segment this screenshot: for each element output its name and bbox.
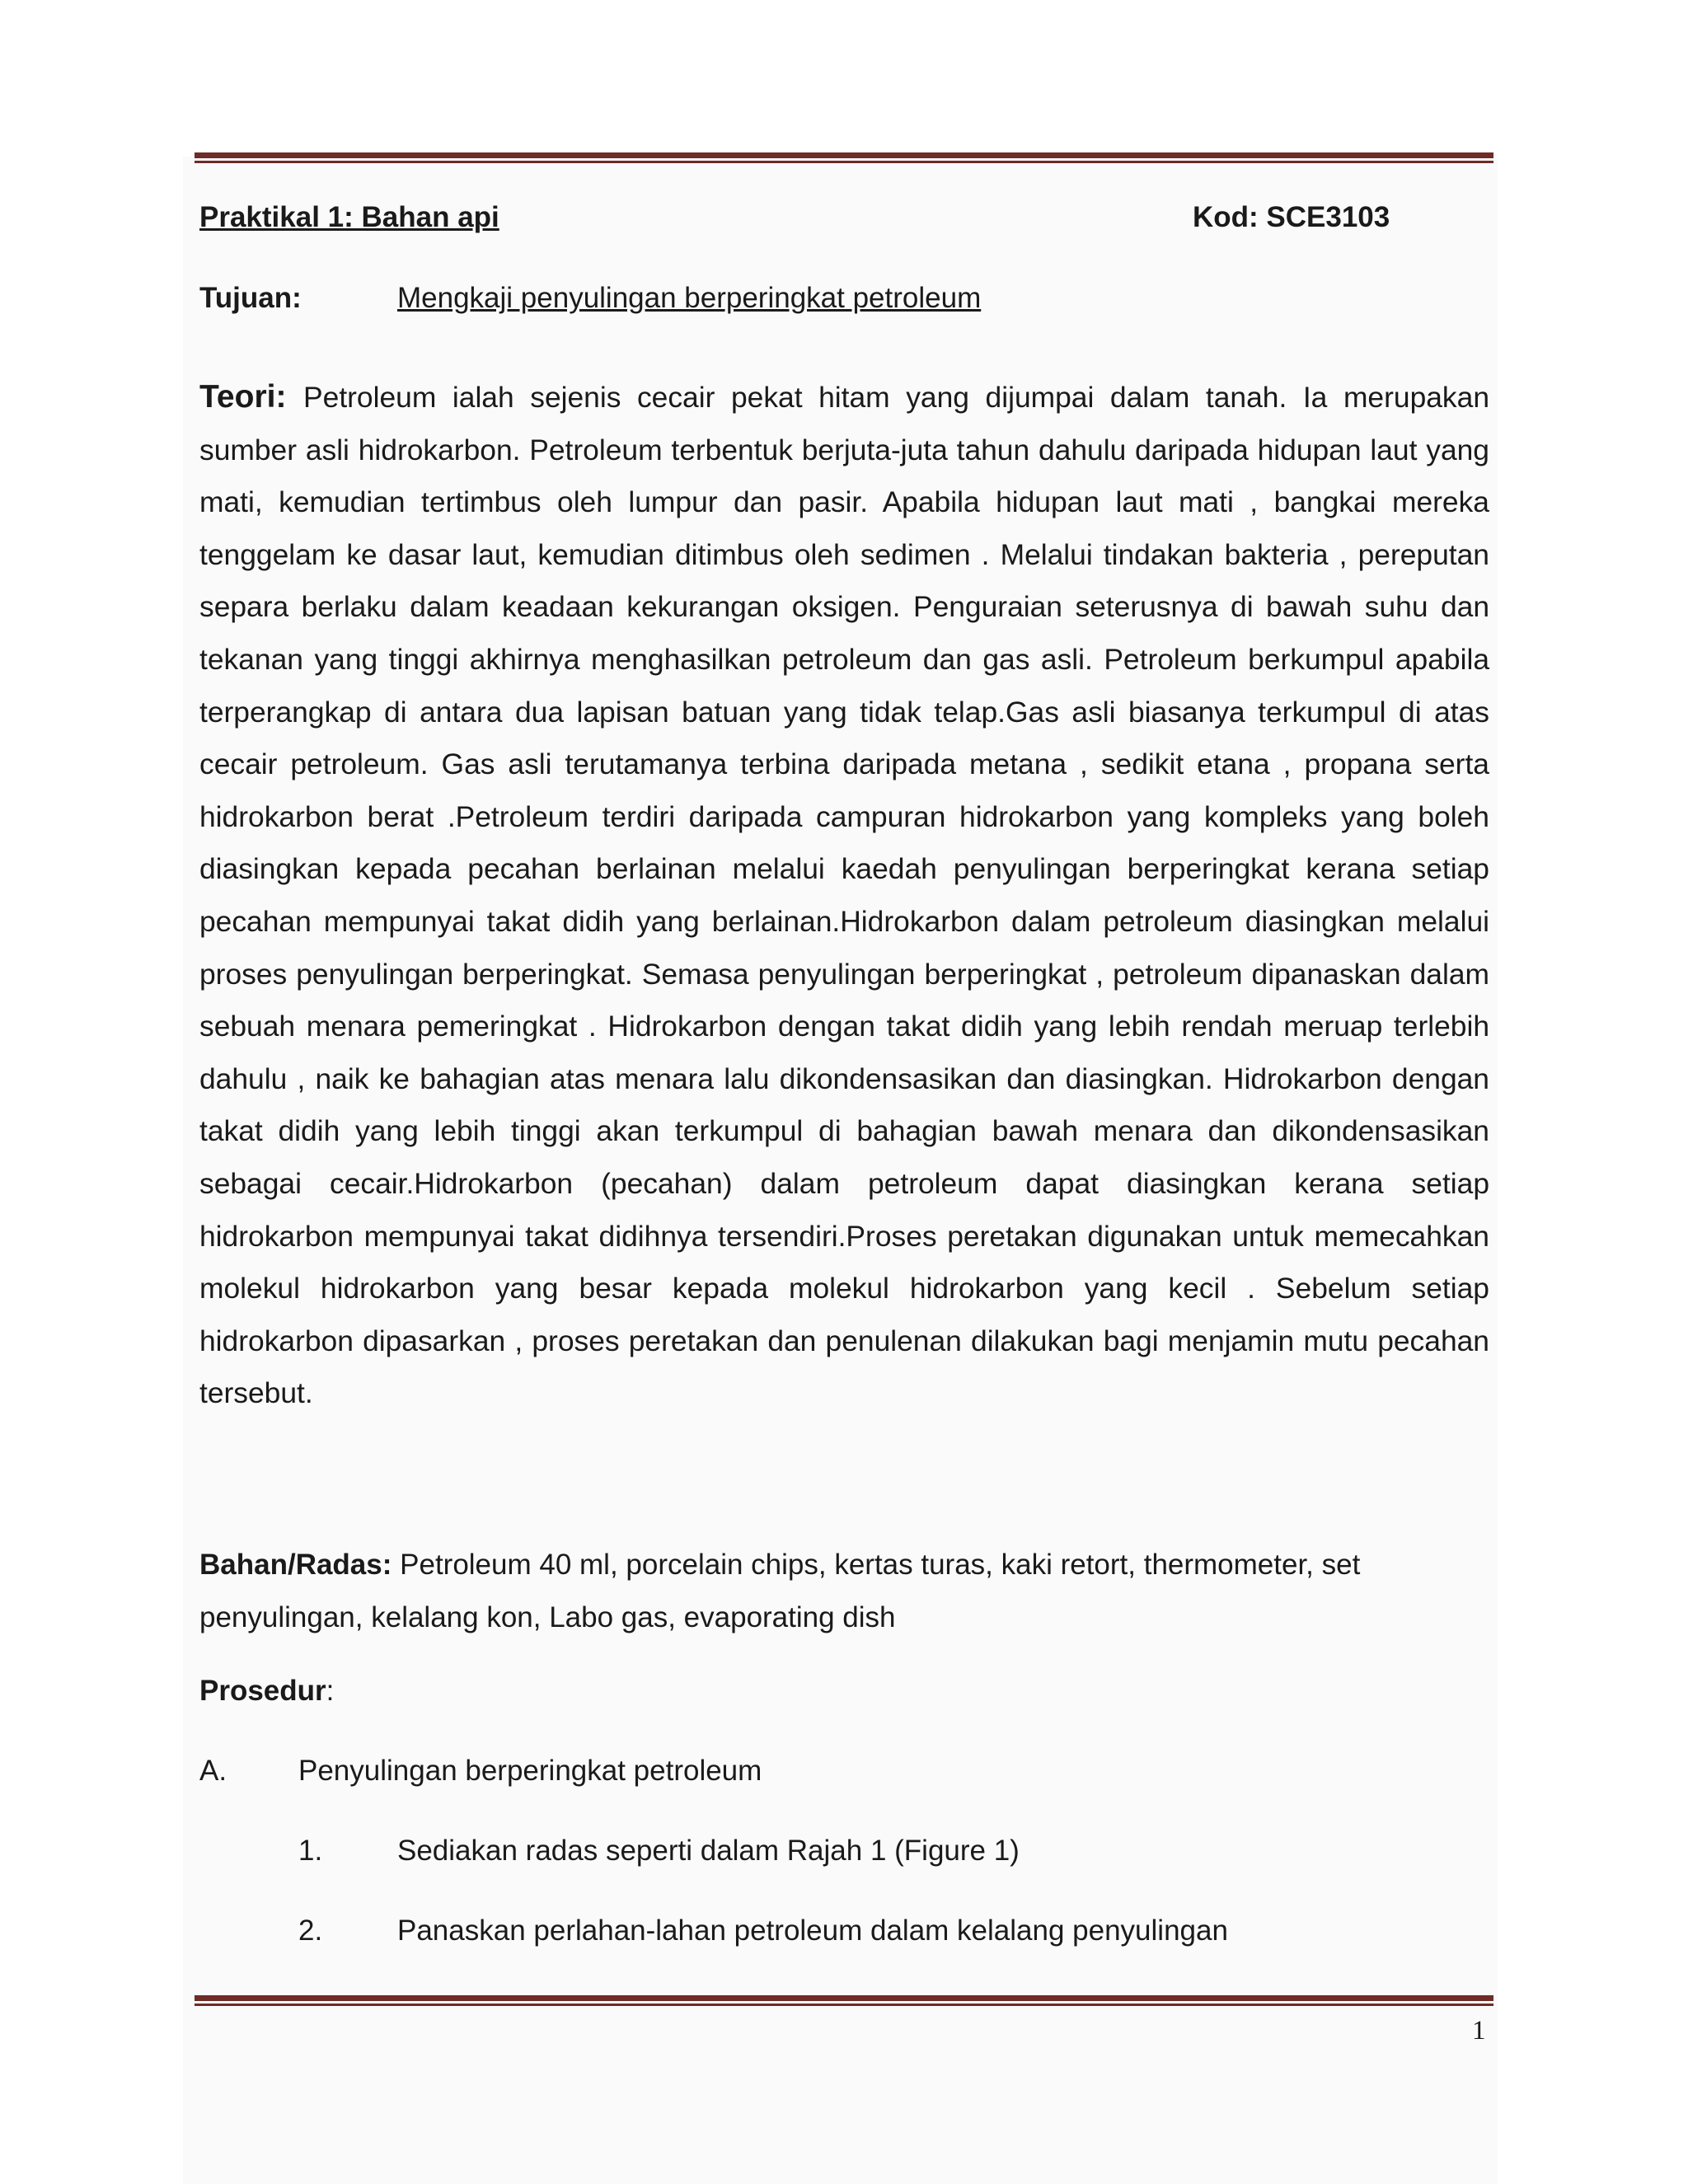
objective-label: Tujuan: xyxy=(199,282,302,314)
materials-text: Petroleum 40 ml, porcelain chips, kertas turas, kaki retort, thermometer, set penyulingan, kelalang kon, Labo gas, evaporating dish xyxy=(199,1549,1361,1633)
step-number: 1. xyxy=(298,1835,323,1867)
procedure-colon: : xyxy=(326,1675,335,1707)
step-number: 2. xyxy=(298,1915,323,1947)
practical-title: Praktikal 1: Bahan api xyxy=(199,201,499,233)
top-rule xyxy=(195,152,1493,163)
course-code: Kod: SCE3103 xyxy=(1193,201,1390,233)
theory-paragraph xyxy=(199,371,1489,1420)
materials-paragraph xyxy=(199,1539,1489,1644)
objective-text: Mengkaji penyulingan berperingkat petroleum xyxy=(397,282,982,314)
procedure-label: Prosedur xyxy=(199,1675,326,1707)
section-title: Penyulingan berperingkat petroleum xyxy=(298,1755,762,1787)
step-text: Sediakan radas seperti dalam Rajah 1 (Figure 1) xyxy=(397,1835,1020,1867)
procedure-heading xyxy=(199,1675,334,1708)
bottom-rule xyxy=(195,1995,1493,2006)
theory-label: Teori: xyxy=(199,379,304,415)
page-number: 1 xyxy=(1472,2016,1486,2046)
step-text: Panaskan perlahan-lahan petroleum dalam kelalang penyulingan xyxy=(397,1915,1228,1947)
section-letter: A. xyxy=(199,1755,227,1787)
materials-label: Bahan/Radas: xyxy=(199,1549,392,1581)
theory-text: Petroleum ialah sejenis cecair pekat hitam yang dijumpai dalam tanah. Ia merupakan sumber asli hidrokarbon. Petroleum terbentuk berjuta-juta tahun dahulu daripada hidupan laut yang mati, kemudian tertimbus oleh lumpur dan pasir. Apabila hidupan laut mati , bangkai mereka tenggelam ke dasar laut, kemudian ditimbus oleh sedimen . Melalui tindakan bakteria , pereputan separa berlaku dalam keadaan kekurangan oksigen. Penguraian seterusnya di bawah suhu dan tekanan yang tinggi akhirnya menghasilkan petroleum dan gas asli. Petroleum berkumpul apabila terperangkap di antara dua lapisan batuan yang tidak telap.Gas asli biasanya terkumpul di atas cecair petroleum. Gas asli terutamanya terbina daripada metana , sedikit etana , propana serta hidrokarbon berat .Petroleum terdiri daripada campuran hidrokarbon yang kompleks yang boleh diasingkan kepada pecahan berlainan melalui kaedah penyulingan berperingkat kerana setiap pecahan mempunyai takat didih yang berlainan.Hidrokarbon dalam petroleum diasingkan melalui proses penyulingan berperingkat. Semasa penyulingan berperingkat , petroleum dipanaskan dalam sebuah menara pemeringkat . Hidrokarbon dengan takat didih yang lebih rendah meruap terlebih dahulu , naik ke bahagian atas menara lalu dikondensasikan dan diasingkan. Hidrokarbon dengan takat didih yang lebih tinggi akan terkumpul di bahagian bawah menara dan dikondensasikan sebagai cecair.Hidrokarbon (pecahan) dalam petroleum dapat diasingkan kerana setiap hidrokarbon mempunyai takat didihnya tersendiri.Proses peretakan digunakan untuk memecahkan molekul hidrokarbon yang besar kepada molekul hidrokarbon yang kecil . Sebelum setiap hidrokarbon dipasarkan , proses peretakan dan penulenan dilakukan bagi menjamin mutu pecahan tersebut. xyxy=(199,381,1489,1410)
